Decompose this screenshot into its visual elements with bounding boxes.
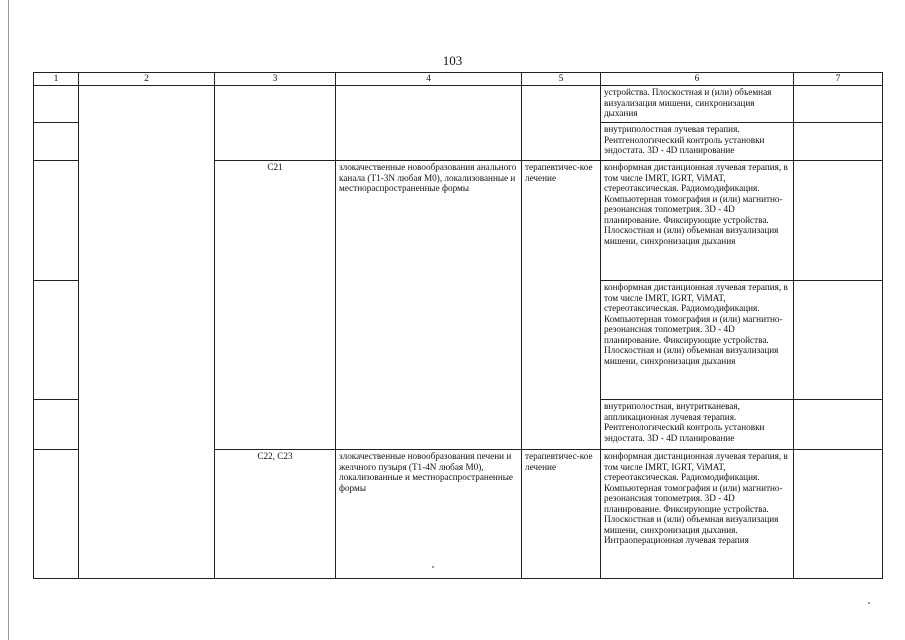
column-header: 1 [34,73,79,86]
cell-col7 [794,161,883,281]
cell-diagnosis [336,86,522,161]
cell-method: конформная дистанционная лучевая терапия, в том числе IMRT, IGRT, ViMAT, стереотаксическая. Радиомодификация. Компьютерная томография и (или) магнитно-резонансная топометрия. 3D - 4D планирование. Фиксирующие устройства. Плоскостная и (или) объемная визуализация мишени, синхронизация дыхания [601,281,794,400]
column-header: 7 [794,73,883,86]
binding-margin-line [8,0,9,640]
scan-speck [432,566,434,568]
cell-treatment: терапевтичес-кое лечение [522,161,601,450]
cell-code [215,86,336,161]
cell-col2-merged [79,86,215,579]
column-header: 5 [522,73,601,86]
cell-method: конформная дистанционная лучевая терапия, в том числе IMRT, IGRT, ViMAT, стереотаксическая. Радиомодификация. Компьютерная томография и (или) магнитно-резонансная топометрия. 3D - 4D планирование. Фиксирующие устройства. Плоскостная и (или) объемная визуализация мишени, синхронизация дыхания. Интраоперационная лучевая терапия [601,450,794,579]
cell-col1 [34,450,79,579]
scan-speck [868,602,870,604]
cell-treatment: терапевтичес-кое лечение [522,450,601,579]
cell-method: внутриполостная лучевая терапия. Рентгенологический контроль установки эндостата. 3D - 4D планирование [601,123,794,161]
cell-code: C22, C23 [215,450,336,579]
cell-col1 [34,400,79,450]
cell-col7 [794,400,883,450]
cell-diagnosis: злокачественные новообразования печени и желчного пузыря (T1-4N любая M0), локализованные и местнораспространенные формы [336,450,522,579]
column-header: 3 [215,73,336,86]
column-number-row [34,73,883,86]
cell-method: устройства. Плоскостная и (или) объемная визуализация мишени, синхронизация дыхания [601,86,794,123]
cell-code: C21 [215,161,336,450]
cell-col1 [34,86,79,123]
table-row [34,86,883,123]
cell-method: конформная дистанционная лучевая терапия, в том числе IMRT, IGRT, ViMAT, стереотаксическая. Радиомодификация. Компьютерная томография и (или) магнитно-резонансная топометрия. 3D - 4D планирование. Фиксирующие устройства. Плоскостная и (или) объемная визуализация мишени, синхронизация дыхания [601,161,794,281]
cell-col7 [794,281,883,400]
page-number: 103 [442,53,463,68]
treatment-table [33,72,883,579]
column-header: 4 [336,73,522,86]
cell-col7 [794,86,883,123]
cell-col1 [34,281,79,400]
cell-col7 [794,123,883,161]
cell-col7 [794,450,883,579]
cell-col1 [34,123,79,161]
column-header: 2 [79,73,215,86]
cell-treatment [522,86,601,161]
cell-col1 [34,161,79,281]
cell-diagnosis: злокачественные новообразования анального канала (T1-3N любая M0), локализованные и местнораспространенные формы [336,161,522,450]
column-header: 6 [601,73,794,86]
cell-method: внутриполостная, внутритканевая, аппликационная лучевая терапия. Рентгенологический контроль установки эндостата. 3D - 4D планирование [601,400,794,450]
